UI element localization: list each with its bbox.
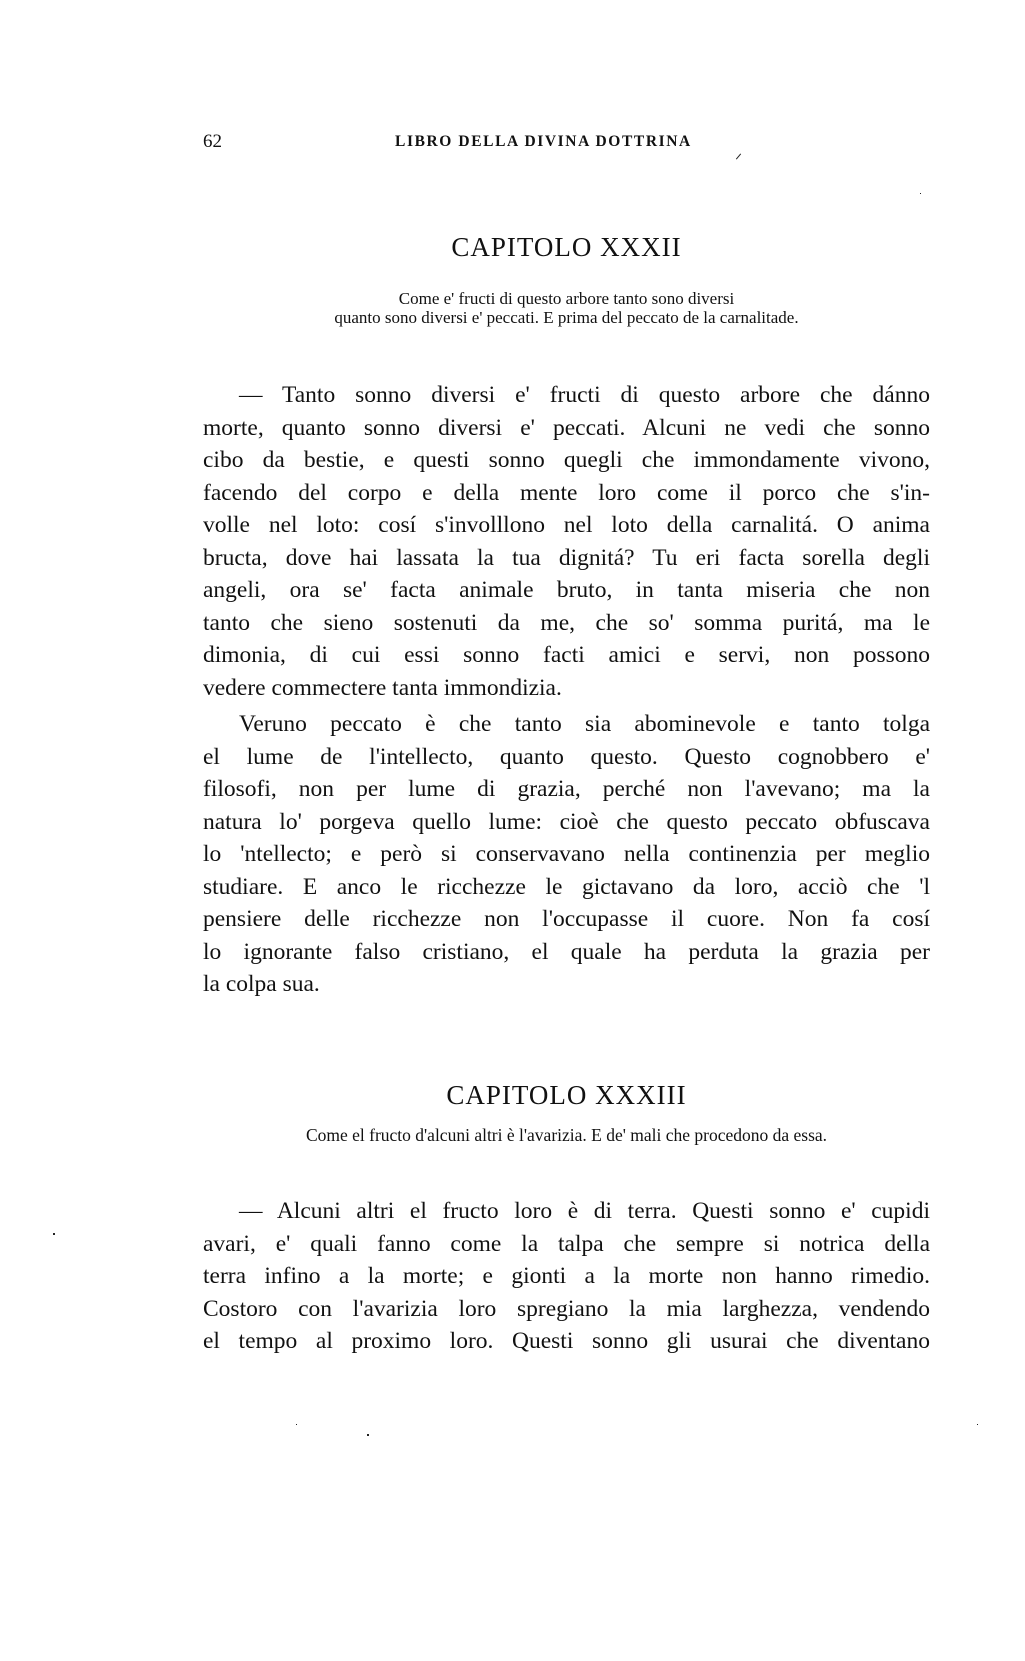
text-line: tanto che sieno sostenuti da me, che so' somma puritá, ma le (203, 609, 930, 636)
text-line: el tempo al proximo loro. Questi sonno gli usurai che diventano (203, 1328, 930, 1354)
page-number: 62 (203, 131, 222, 152)
text-line: dimonia, di cui essi sonno facti amici e servi, non possono (203, 642, 930, 668)
chapter-subtitle (203, 289, 930, 327)
stray-mark (736, 153, 741, 159)
subtitle-line: Come el fructo d'alcuni altri è l'avarizia. E de' mali che procedono da essa. (305, 1125, 828, 1145)
text-line: studiare. E anco le ricchezze le gictavano da loro, acciò che 'l (203, 873, 930, 900)
subtitle-line: quanto sono diversi e' peccati. E prima del peccato de la carnalitade. (334, 308, 799, 327)
scan-speck (977, 1424, 978, 1425)
text-line: terra infino a la morte; e gionti a la morte non hanno rimedio. (203, 1263, 930, 1289)
text-line: — Tanto sonno diversi e' fructi di questo arbore che dánno (239, 382, 930, 408)
running-title: LIBRO DELLA DIVINA DOTTRINA (395, 133, 692, 150)
text-line: bructa, dove hai lassata la tua dignitá? Tu eri facta sorella degli (203, 544, 930, 571)
text-line: natura lo' porgeva quello lume: cioè che questo peccato obfuscava (203, 808, 930, 835)
chapter-title: CAPITOLO XXXIII (446, 1080, 687, 1110)
text-line: filosofi, non per lume di grazia, perché non l'avevano; ma la (203, 776, 930, 802)
chapter-title: CAPITOLO XXXII (451, 232, 682, 262)
text-line: la colpa sua. (203, 971, 320, 997)
text-line: — Alcuni altri el fructo loro è di terra. Questi sonno e' cupidi (239, 1198, 930, 1224)
scan-speck (296, 1424, 297, 1425)
text-line: volle nel loto: cosí s'involllono nel loto della carnalitá. O anima (203, 512, 930, 538)
text-line: cibo da bestie, e questi sonno quegli che immondamente vivono, (203, 447, 930, 473)
running-head (203, 131, 930, 155)
paragraph (203, 708, 930, 1001)
text-line: pensiere delle ricchezze non l'occupasse il cuore. Non fa cosí (203, 906, 930, 932)
text-line: el lume de l'intellecto, quanto questo. Questo cognobbero e' (203, 743, 930, 770)
subtitle-line: Come e' fructi di questo arbore tanto sono diversi (398, 289, 735, 308)
text-line: Costoro con l'avarizia loro spregiano la mia larghezza, vendendo (203, 1295, 930, 1322)
text-line: lo ignorante falso cristiano, el quale ha perduta la grazia per (203, 938, 930, 965)
chapter-subtitle (203, 1126, 930, 1145)
paragraph (203, 379, 930, 704)
text-line: avari, e' quali fanno come la talpa che sempre si notrica della (203, 1230, 930, 1257)
text-line: vedere commectere tanta immondizia. (203, 674, 562, 701)
text-line: morte, quanto sonno diversi e' peccati. Alcuni ne vedi che sonno (203, 414, 930, 441)
text-line: facendo del corpo e della mente loro come il porco che s'in- (203, 479, 930, 506)
scan-speck (367, 1434, 369, 1436)
text-line: angeli, ora se' facta animale bruto, in tanta miseria che non (203, 577, 930, 603)
scan-speck (920, 193, 921, 194)
scan-speck (53, 1233, 55, 1235)
text-line: Veruno peccato è che tanto sia abominevole e tanto tolga (239, 711, 930, 737)
text-line: lo 'ntellecto; e però si conservavano nella continenzia per meglio (203, 841, 930, 867)
paragraph (203, 1195, 930, 1358)
